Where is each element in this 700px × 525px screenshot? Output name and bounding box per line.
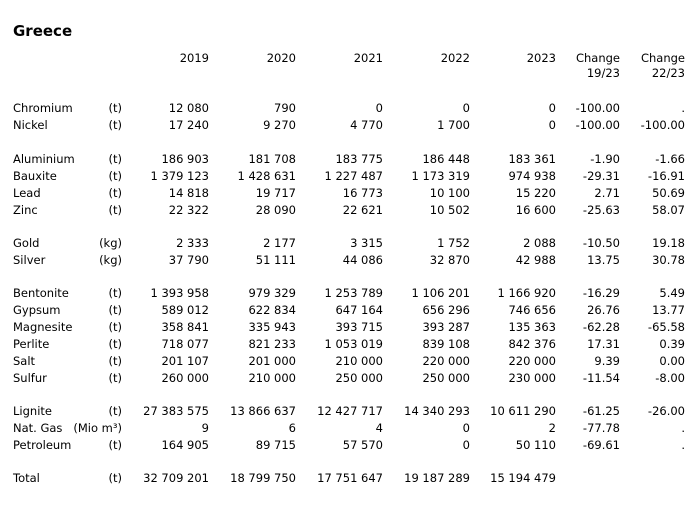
row-label: Chromium [13,101,73,115]
row-value: 13 866 637 [230,404,296,418]
row-value: 1 393 958 [150,286,209,300]
row-value: 230 000 [508,371,556,385]
page-title: Greece [13,22,73,40]
row-value: 0 [375,101,383,115]
row-value: 201 000 [248,354,296,368]
row-value: 2 [548,421,556,435]
change-19-23-value: -100.00 [575,101,620,115]
row-value: 3 315 [350,236,383,250]
row-unit: (kg) [99,253,122,267]
table-row [0,336,700,353]
change-19-23-value: 2.71 [594,186,620,200]
row-label: Perlite [13,337,50,351]
row-label: Aluminium [13,152,75,166]
row-unit: (t) [108,354,122,368]
row-value: 42 988 [515,253,556,267]
row-label: Salt [13,354,36,368]
row-value: 22 322 [168,203,209,217]
change-19-23-value: -62.28 [582,320,620,334]
row-value: 842 376 [508,337,556,351]
row-value: 28 090 [255,203,296,217]
row-value: 1 053 019 [324,337,383,351]
row-value: 1 173 319 [411,169,470,183]
row-value: 17 751 647 [317,471,383,485]
row-unit: (t) [108,101,122,115]
row-value: 186 903 [161,152,209,166]
row-unit: (t) [108,303,122,317]
row-label: Zinc [13,203,38,217]
change-19-23-value: -61.25 [582,404,620,418]
row-value: 32 709 201 [143,471,209,485]
row-value: 22 621 [342,203,383,217]
row-value: 57 570 [342,438,383,452]
row-label: Petroleum [13,438,72,452]
row-label: Lead [13,186,41,200]
row-value: 32 870 [429,253,470,267]
change-19-23-value: 26.76 [587,303,620,317]
row-value: 10 502 [429,203,470,217]
change-19-23-value: -11.54 [582,371,620,385]
table-row [0,370,700,387]
row-label: Lignite [13,404,52,418]
row-unit: (t) [108,186,122,200]
table-row [0,185,700,202]
row-value: 1 253 789 [324,286,383,300]
row-value: 790 [274,101,296,115]
table-row [0,202,700,219]
row-value: 1 166 920 [497,286,556,300]
row-value: 647 164 [335,303,383,317]
row-value: 201 107 [161,354,209,368]
row-value: 2 333 [176,236,209,250]
row-unit: (kg) [99,236,122,250]
change-19-23-value: -69.61 [582,438,620,452]
row-value: 250 000 [422,371,470,385]
row-unit: (t) [108,118,122,132]
change-header-19-23 [560,51,620,81]
row-label: Gypsum [13,303,61,317]
year-header-2021: 2021 [353,51,383,65]
change-22-23-value: -65.58 [647,320,685,334]
change-19-23-value: -77.78 [582,421,620,435]
row-value: 37 790 [168,253,209,267]
table-row [0,168,700,185]
change-19-23-value: -1.90 [590,152,620,166]
change-22-23-value: -26.00 [647,404,685,418]
change-19-23-value: 13.75 [587,253,620,267]
change-22-23-value: 50.69 [652,186,685,200]
row-value: 44 086 [342,253,383,267]
row-value: 14 818 [168,186,209,200]
table-row [0,437,700,454]
year-header-2022: 2022 [440,51,470,65]
row-value: 0 [548,118,556,132]
table-row [0,403,700,420]
row-value: 27 383 575 [143,404,209,418]
row-value: 17 240 [168,118,209,132]
row-value: 0 [462,421,470,435]
table-row [0,100,700,117]
row-unit: (t) [108,471,122,485]
change-22-23-value: 0.00 [659,354,685,368]
row-value: 9 [201,421,209,435]
table-row [0,302,700,319]
row-value: 821 233 [248,337,296,351]
change-19-23-value: -25.63 [582,203,620,217]
row-value: 839 108 [422,337,470,351]
row-value: 15 220 [515,186,556,200]
row-value: 14 340 293 [404,404,470,418]
row-value: 0 [462,438,470,452]
row-value: 19 187 289 [404,471,470,485]
change-22-23-value: . [681,101,685,115]
change-22-23-value: 13.77 [652,303,685,317]
row-value: 1 428 631 [237,169,296,183]
row-value: 89 715 [255,438,296,452]
row-value: 18 799 750 [230,471,296,485]
table-row [0,151,700,168]
row-value: 1 106 201 [411,286,470,300]
row-label: Nickel [13,118,48,132]
change-22-23-value: 0.39 [659,337,685,351]
row-unit: (t) [108,371,122,385]
row-label: Bauxite [13,169,57,183]
row-value: 220 000 [508,354,556,368]
row-value: 12 080 [168,101,209,115]
row-value: 19 717 [255,186,296,200]
row-value: 16 773 [342,186,383,200]
table-row [0,353,700,370]
row-unit: (t) [108,320,122,334]
row-value: 656 296 [422,303,470,317]
row-value: 12 427 717 [317,404,383,418]
change-19-23-value: 9.39 [594,354,620,368]
row-value: 1 700 [437,118,470,132]
row-value: 10 100 [429,186,470,200]
change-19-23-value: 17.31 [587,337,620,351]
row-value: 183 775 [335,152,383,166]
change-22-23-value: 19.18 [652,236,685,250]
change-22-23-value: -1.66 [655,152,685,166]
row-unit: (Mio m³) [73,421,122,435]
table-row [0,117,700,134]
row-label: Total [13,471,40,485]
table-row [0,235,700,252]
table-row [0,470,700,487]
change-22-23-value: 58.07 [652,203,685,217]
row-label: Silver [13,253,46,267]
table-row [0,285,700,302]
row-value: 393 287 [422,320,470,334]
row-value: 210 000 [335,354,383,368]
row-label: Nat. Gas [13,421,63,435]
row-label: Bentonite [13,286,69,300]
row-value: 16 600 [515,203,556,217]
row-value: 181 708 [248,152,296,166]
change-19-23-value: -29.31 [582,169,620,183]
row-value: 4 [375,421,383,435]
row-value: 2 088 [523,236,556,250]
row-value: 210 000 [248,371,296,385]
change-header-period: 22/23 [651,66,685,80]
row-value: 9 270 [263,118,296,132]
row-value: 0 [548,101,556,115]
row-value: 183 361 [508,152,556,166]
change-header-22-23 [625,51,685,81]
change-22-23-value: 5.49 [659,286,685,300]
row-value: 0 [462,101,470,115]
table-row [0,420,700,437]
row-unit: (t) [108,152,122,166]
row-value: 15 194 479 [490,471,556,485]
row-value: 979 329 [248,286,296,300]
change-header-label: Change [640,51,685,65]
row-unit: (t) [108,404,122,418]
row-value: 186 448 [422,152,470,166]
row-value: 589 012 [161,303,209,317]
row-label: Sulfur [13,371,47,385]
change-22-23-value: . [681,421,685,435]
row-unit: (t) [108,169,122,183]
row-value: 4 770 [350,118,383,132]
row-unit: (t) [108,203,122,217]
row-value: 1 379 123 [150,169,209,183]
row-unit: (t) [108,438,122,452]
row-value: 974 938 [508,169,556,183]
row-value: 746 656 [508,303,556,317]
row-value: 51 111 [255,253,296,267]
change-22-23-value: -8.00 [655,371,685,385]
row-value: 50 110 [515,438,556,452]
row-value: 220 000 [422,354,470,368]
row-value: 393 715 [335,320,383,334]
change-19-23-value: -100.00 [575,118,620,132]
row-value: 622 834 [248,303,296,317]
year-header-2023: 2023 [526,51,556,65]
row-value: 6 [288,421,296,435]
change-22-23-value: -100.00 [640,118,685,132]
row-unit: (t) [108,286,122,300]
row-value: 335 943 [248,320,296,334]
change-22-23-value: 30.78 [652,253,685,267]
row-value: 10 611 290 [490,404,556,418]
row-value: 260 000 [161,371,209,385]
row-value: 135 363 [508,320,556,334]
change-header-label: Change [575,51,620,65]
row-value: 250 000 [335,371,383,385]
row-value: 1 227 487 [324,169,383,183]
table-row [0,319,700,336]
year-header-2019: 2019 [179,51,209,65]
change-22-23-value: -16.91 [647,169,685,183]
row-value: 1 752 [437,236,470,250]
row-label: Gold [13,236,40,250]
change-header-period: 19/23 [586,66,620,80]
change-19-23-value: -16.29 [582,286,620,300]
row-label: Magnesite [13,320,73,334]
change-22-23-value: . [681,438,685,452]
year-header-2020: 2020 [266,51,296,65]
row-value: 164 905 [161,438,209,452]
change-19-23-value: -10.50 [582,236,620,250]
row-value: 2 177 [263,236,296,250]
row-unit: (t) [108,337,122,351]
row-value: 718 077 [161,337,209,351]
table-row [0,252,700,269]
row-value: 358 841 [161,320,209,334]
